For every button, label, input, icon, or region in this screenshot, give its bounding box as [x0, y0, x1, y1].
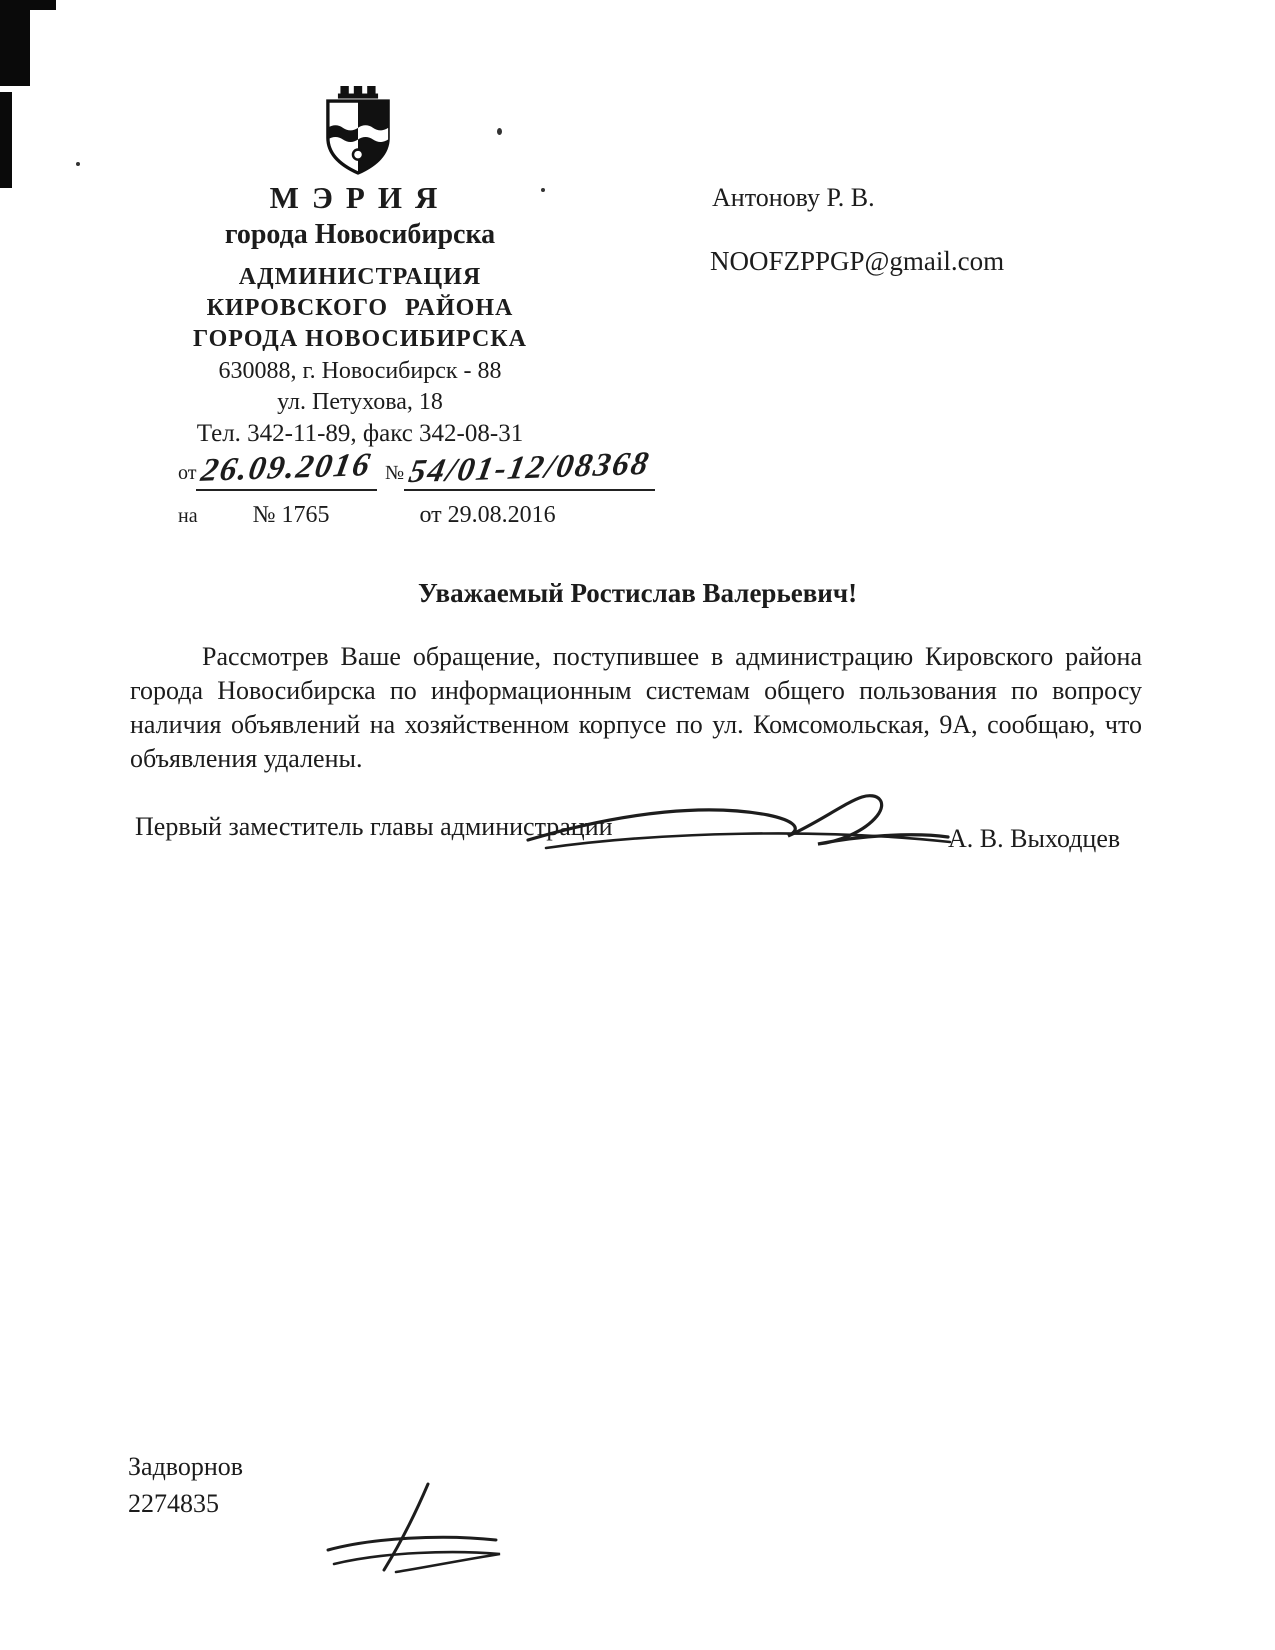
executor-name: Задворнов	[128, 1452, 244, 1481]
department-line2: КИРОВСКОГО РАЙОНА	[206, 295, 514, 321]
phone-line: Тел. 342-11-89, факс 342-08-31	[196, 420, 524, 447]
out-date-handwritten: 26.09.2016	[198, 447, 375, 489]
salutation: Уважаемый Ростислав Валерьевич!	[417, 578, 858, 608]
address-line2: ул. Петухова, 18	[277, 389, 443, 415]
recipient-email: NOOFZPPGP@gmail.com	[710, 246, 1005, 276]
scan-speck	[497, 128, 502, 135]
signature-main	[520, 782, 960, 877]
signer-position: Первый заместитель главы администрации	[135, 812, 613, 841]
out-date-label: от	[178, 462, 197, 484]
in-date: от 29.08.2016	[419, 502, 556, 528]
incoming-reference-line	[178, 502, 556, 529]
department-line3: ГОРОДА НОВОСИБИРСКА	[192, 326, 528, 352]
signer-name: А. В. Выходцев	[948, 824, 1121, 853]
scan-artifact	[0, 0, 56, 10]
novosibirsk-coat-of-arms-icon	[310, 86, 406, 178]
outgoing-reference-line	[178, 445, 655, 491]
in-number: № 1765	[252, 502, 330, 528]
address-line1: 630088, г. Новосибирск - 88	[218, 358, 502, 384]
department-line1: АДМИНИСТРАЦИЯ	[238, 264, 482, 290]
scan-artifact	[0, 92, 12, 188]
letter-body-paragraph: Рассмотрев Ваше обращение, поступившее в администрацию Кировского района города Новосибирска по информационным системам общего пользования по вопросу наличия объявлений на хозяйственном корпусе по ул. Комсомольская, 9А, сообщаю, что объявления удалены.	[130, 642, 1142, 773]
scan-artifact	[0, 0, 30, 86]
recipient-name: Антонову Р. В.	[712, 183, 875, 212]
signature-executor	[300, 1478, 520, 1588]
executor-phone: 2274835	[128, 1489, 219, 1518]
out-number-field	[404, 445, 655, 491]
scan-speck	[76, 162, 80, 166]
out-date-field	[196, 447, 377, 491]
in-label: на	[178, 505, 198, 527]
out-number-handwritten: 54/01-12/08368	[406, 445, 654, 491]
org-name-line1: МЭРИЯ	[269, 180, 451, 215]
out-number-label: №	[384, 462, 405, 484]
org-name-line2: города Новосибирска	[224, 219, 496, 250]
